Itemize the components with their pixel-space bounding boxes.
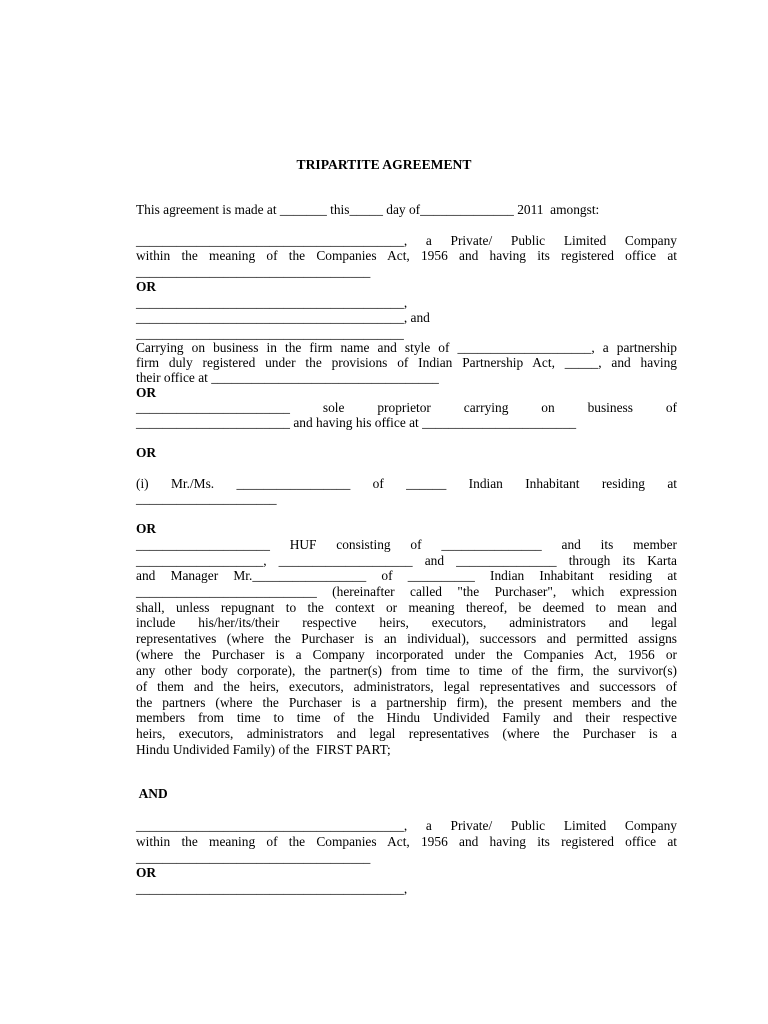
document-line: members from time to time of the Hindu Undivided Family and their respective [136, 710, 677, 725]
document-line: Carrying on business in the firm name and style of ____________________, a partnership [136, 340, 677, 355]
document-line: ________________________________________, [136, 881, 408, 896]
document-title: TRIPARTITE AGREEMENT [296, 157, 472, 172]
document-line: ___________________________________ [136, 264, 371, 279]
document-line: ________________________________________, [136, 295, 408, 310]
section-heading: OR [136, 521, 157, 536]
document-line: ________________________________________ [136, 326, 404, 341]
document-line: (where the Purchaser is a Company incorporated under the Companies Act, 1956 or [136, 647, 677, 662]
section-heading: OR [136, 865, 157, 880]
section-heading: OR [136, 445, 157, 460]
document-line: ___________________________________ [136, 850, 371, 865]
document-line: ____________________ HUF consisting of _______________ and its member [136, 537, 677, 552]
document-line: shall, unless repugnant to the context or meaning thereof, be deemed to mean and [136, 600, 677, 615]
document-line: _______________________ sole proprietor carrying on business of [136, 400, 677, 415]
section-heading: AND [136, 786, 168, 801]
document-line: their office at __________________________________ [136, 370, 439, 385]
document-line: of them and the heirs, executors, administrators, legal representatives and successors of [136, 679, 677, 694]
section-heading: OR [136, 279, 157, 294]
document-line: ___________________, ____________________ and _______________ through its Karta [136, 553, 677, 568]
document-line: ___________________________ (hereinafter called "the Purchaser", which expression [136, 584, 677, 599]
document-line: any other body corporate), the partner(s) from time to time of the firm, the survivor(s) [136, 663, 677, 678]
document-line: within the meaning of the Companies Act, 1956 and having its registered office at [136, 834, 677, 849]
document-line: _____________________ [136, 491, 277, 506]
document-line: heirs, executors, administrators and legal representatives (where the Purchaser is a [136, 726, 677, 741]
document-line: This agreement is made at _______ this_____ day of______________ 2011 amongst: [136, 202, 600, 217]
document-line: representatives (where the Purchaser is an individual), successors and permitted assigns [136, 631, 677, 646]
document-line: (i) Mr./Ms. _________________ of ______ Indian Inhabitant residing at [136, 476, 677, 491]
document-line: within the meaning of the Companies Act, 1956 and having its registered office at [136, 248, 677, 263]
document-line: ________________________________________, a Private/ Public Limited Company [136, 233, 677, 248]
document-line: ________________________________________, a Private/ Public Limited Company [136, 818, 677, 833]
document-line: _______________________ and having his office at _______________________ [136, 415, 577, 430]
document-line: Hindu Undivided Family) of the FIRST PART; [136, 742, 391, 757]
document-line: and Manager Mr._________________ of __________ Indian Inhabitant residing at [136, 568, 677, 583]
section-heading: OR [136, 385, 157, 400]
document-line: ________________________________________, and [136, 310, 430, 325]
document-line: the partners (where the Purchaser is a partnership firm), the present members and the [136, 695, 677, 710]
document-line: include his/her/its/their respective heirs, executors, administrators and legal [136, 615, 677, 630]
document-line: firm duly registered under the provisions of Indian Partnership Act, _____, and having [136, 355, 677, 370]
